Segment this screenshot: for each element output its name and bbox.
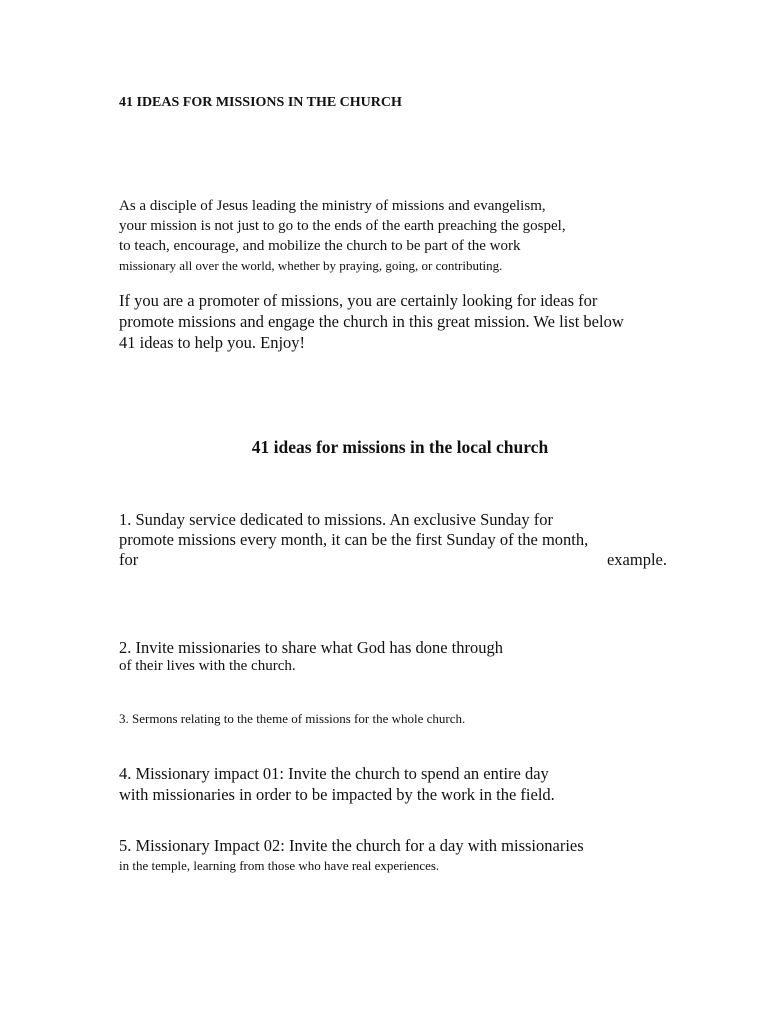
intro-p2-line-3: 41 ideas to help you. Enjoy! (119, 333, 306, 352)
intro-p1-line-1: As a disciple of Jesus leading the ministry of missions and evangelism, (119, 198, 546, 214)
item-4-line-1: 4. Missionary impact 01: Invite the church to spend an entire day (119, 764, 549, 783)
item-2-line-2: of their lives with the church. (119, 658, 296, 674)
intro-p1-line-3: to teach, encourage, and mobilize the church to be part of the work (119, 238, 521, 254)
item-5-line-2: in the temple, learning from those who have real experiences. (119, 858, 440, 873)
item-3-line-1: 3. Sermons relating to the theme of missions for the whole church. (119, 711, 466, 726)
item-4-line-2: with missionaries in order to be impacted by the work in the field. (119, 785, 555, 804)
item-1-last-word-left: for (119, 550, 139, 569)
intro-p2-line-1: If you are a promoter of missions, you are certainly looking for ideas for (119, 291, 598, 310)
intro-p2-line-2: promote missions and engage the church in this great mission. We list below (119, 312, 624, 331)
item-1-line-3 (119, 550, 667, 570)
item-1-line-1: 1. Sunday service dedicated to missions. An exclusive Sunday for (119, 510, 553, 529)
item-5-line-1: 5. Missionary Impact 02: Invite the church for a day with missionaries (119, 836, 584, 855)
item-2-line-1: 2. Invite missionaries to share what God has done through (119, 638, 504, 657)
section-heading: 41 ideas for missions in the local church (251, 437, 549, 457)
item-1-line-2: promote missions every month, it can be the first Sunday of the month, (119, 530, 589, 549)
item-1-last-word-right: example. (606, 550, 667, 569)
intro-p1-line-4: missionary all over the world, whether by praying, going, or contributing. (119, 258, 503, 273)
intro-p1-line-2: your mission is not just to go to the ends of the earth preaching the gospel, (119, 218, 566, 234)
document-title: 41 IDEAS FOR MISSIONS IN THE CHURCH (119, 95, 402, 110)
